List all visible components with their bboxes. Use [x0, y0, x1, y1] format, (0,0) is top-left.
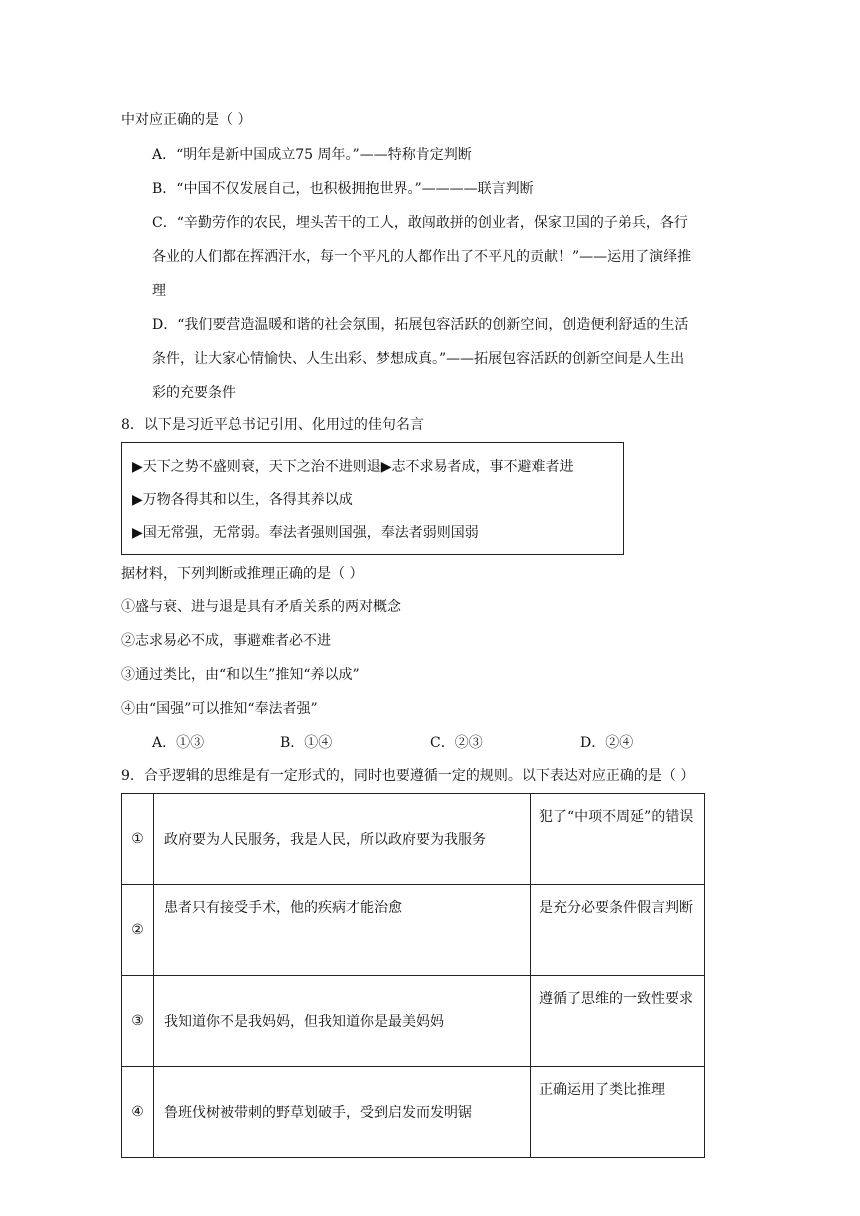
- q7-stem-tail: 中对应正确的是（ ）: [121, 112, 252, 128]
- q8-quote-box: [121, 442, 624, 555]
- q9-table: [121, 793, 705, 1158]
- q8-quote-3: ▶国无常强，无常弱。奉法者强则国强，奉法者弱则国弱: [132, 525, 479, 541]
- q8-option-b: B．①④: [280, 735, 333, 751]
- q8-option-d: D．②④: [580, 735, 634, 751]
- q7-option-b: B．“中国不仅发展自己，也积极拥抱世界。”————联言判断: [152, 181, 534, 197]
- q8-statement-4: ④由“国强”可以推知“奉法者强”: [121, 701, 318, 717]
- table-row: [122, 1067, 705, 1158]
- table-row: [122, 976, 705, 1067]
- q8-stem: 8．以下是习近平总书记引用、化用过的佳句名言: [121, 417, 424, 433]
- row-content: 鲁班伐树被带刺的野草划破手，受到启发而发明锯: [154, 1067, 531, 1158]
- row-content: 患者只有接受手术，他的疾病才能治愈: [154, 885, 531, 976]
- q8-quote-1: ▶天下之势不盛则衰，天下之治不进则退▶志不求易者成，事不避难者进: [132, 459, 574, 475]
- q8-question: 据材料，下列判断或推理正确的是（ ）: [121, 566, 364, 582]
- q7-option-c-line3: 理: [152, 283, 166, 299]
- row-content: 政府要为人民服务，我是人民，所以政府要为我服务: [154, 794, 531, 885]
- q7-option-d-line1: D．“我们要营造温暖和谐的社会氛围，拓展包容活跃的创新空间，创造便利舒适的生活: [152, 317, 689, 333]
- q8-statement-2: ②志求易必不成，事避难者必不进: [121, 633, 331, 649]
- q8-statement-3: ③通过类比，由“和以生”推知“养以成”: [121, 667, 360, 683]
- q7-option-c-line1: C．“辛勤劳作的农民，埋头苦干的工人，敢闯敢拼的创业者，保家卫国的子弟兵，各行: [152, 215, 688, 231]
- q7-option-d-line3: 彩的充要条件: [152, 385, 236, 401]
- table-row: [122, 794, 705, 885]
- row-judgement: 犯了“中项不周延”的错误: [531, 794, 705, 885]
- row-judgement: 正确运用了类比推理: [531, 1067, 705, 1158]
- q8-option-a: A．①③: [152, 735, 205, 751]
- row-content: 我知道你不是我妈妈，但我知道你是最美妈妈: [154, 976, 531, 1067]
- q8-quote-2: ▶万物各得其和以生，各得其养以成: [132, 492, 353, 508]
- q9-stem: 9．合乎逻辑的思维是有一定形式的，同时也要遵循一定的规则。以下表达对应正确的是（ ）: [121, 768, 695, 784]
- row-number: ①: [122, 794, 154, 885]
- q8-option-c: C．②③: [430, 735, 483, 751]
- q7-option-d-line2: 条件，让大家心情愉快、人生出彩、梦想成真。”——拓展包容活跃的创新空间是人生出: [152, 351, 685, 367]
- table-row: [122, 885, 705, 976]
- row-judgement: 是充分必要条件假言判断: [531, 885, 705, 976]
- row-number: ④: [122, 1067, 154, 1158]
- row-judgement: 遵循了思维的一致性要求: [531, 976, 705, 1067]
- q7-option-a: A．“明年是新中国成立75 周年。”——特称肯定判断: [152, 147, 472, 163]
- row-number: ③: [122, 976, 154, 1067]
- q7-option-c-line2: 各业的人们都在挥洒汗水，每一个平凡的人都作出了不平凡的贡献！”——运用了演绎推: [152, 249, 692, 265]
- q8-statement-1: ①盛与衰、进与退是具有矛盾关系的两对概念: [121, 599, 401, 615]
- row-number: ②: [122, 885, 154, 976]
